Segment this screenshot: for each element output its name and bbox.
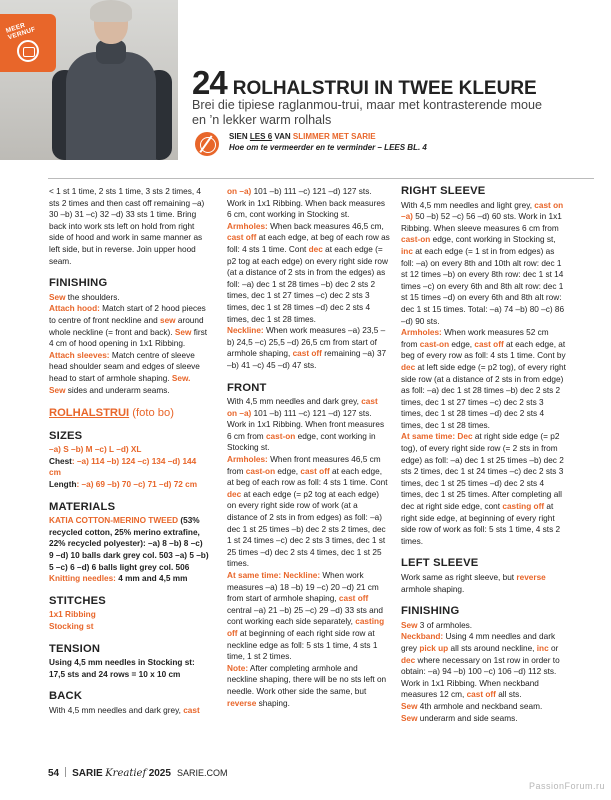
finishing-step-2 (49, 303, 209, 349)
txt: armhole shaping. (401, 584, 465, 594)
page-footer (48, 767, 588, 781)
kw: cast-on (265, 431, 296, 441)
kw: cast off (466, 690, 496, 700)
txt: After completing armhole and neckline shaping, there will be no sts left on needle. Work other side the same, but (227, 663, 387, 696)
kw: dec (227, 489, 242, 499)
lesson-series: SLIMMER MET SARIE (292, 132, 376, 141)
txt: at each edge, at beg of each row as foll: 4 sts 1 time. Cont (227, 233, 390, 254)
txt: 4th armhole and neckband seam. (417, 701, 543, 711)
finishing-2-step-4 (401, 713, 567, 725)
kw: Sew (174, 327, 192, 337)
txt: all sts. (495, 690, 522, 700)
finishing-heading-2: FINISHING (401, 605, 460, 618)
materials-needles (49, 573, 209, 585)
photo-sweater (66, 52, 156, 160)
column-2 (227, 186, 390, 709)
txt: When work measures 52 cm from (401, 328, 549, 349)
lesson-link[interactable]: LES 6 (249, 132, 273, 141)
materials-heading: MATERIALS (49, 500, 116, 513)
stitch-1: 1x1 Ribbing (49, 610, 96, 620)
txt: 101 –b) 111 –c) 121 –d) 127 sts. Work in 1x1 Ribbing. When back measures 6 cm, cont working in Stocking st. (227, 187, 386, 220)
right-sleeve-cast-on (401, 200, 567, 328)
back-text (49, 705, 209, 717)
kw: Note: (227, 663, 249, 673)
txt: Match start of 2 hood pieces to centre of front neckline and (49, 304, 206, 325)
kw: Armholes: (227, 455, 268, 465)
txt: edge, cont working in Stocking st, (430, 235, 556, 245)
txt: at right side edge (= p2 tog), of every right side row (= 2 sts in from edge) as foll: –a) dec 1 st 25 times –b) dec 2 sts 2 times, dec 1 st 24 times –c) dec 2 sts 3 times, dec 1 st 25 times –d) dec 2 sts 4 times, dec 1 st 25 times. After completing all dec at right side edge, cont (401, 432, 564, 512)
pattern-title-text: ROLHALSTRUI IN TWEE KLEURE (232, 78, 537, 99)
tension-text: Using 4,5 mm needles in Stocking st: 17,5 sts and 24 rows = 10 x 10 cm (49, 658, 195, 679)
materials-yarn (49, 515, 209, 573)
left-sleeve-heading: LEFT SLEEVE (401, 557, 479, 570)
photo-hair (90, 0, 132, 22)
kw: inc (536, 643, 549, 653)
kw: cast off (300, 466, 330, 476)
kw: Sew. (171, 373, 191, 383)
kw: At same time: Neckline: (227, 571, 321, 580)
txt: around whole neckline (= front and back). (49, 315, 204, 337)
kw: dec (401, 655, 416, 665)
lesson-mid: VAN (272, 132, 293, 141)
txt: 3 of armholes. (417, 620, 473, 630)
txt: or (548, 643, 559, 653)
right-sleeve-armholes (401, 327, 567, 431)
badge-stamp-icon (17, 40, 39, 62)
txt: 50 –b) 52 –c) 56 –d) 60 sts. Work in 1x1 Ribbing. When sleeve measures 6 cm from (401, 212, 562, 233)
pattern-number: 24 (192, 64, 227, 101)
tension-heading: TENSION (49, 642, 101, 655)
kw: cast-on (419, 339, 450, 349)
val: : –a) 69 –b) 70 –c) 71 –d) 72 cm (76, 480, 198, 490)
txt: edge, cont working in Stocking st. (227, 431, 376, 453)
kw: sew (159, 315, 176, 325)
section-subtitle: (foto bo) (129, 407, 174, 420)
badge-label: MEER VERNUF (5, 21, 37, 42)
kw: Armholes: (401, 328, 442, 338)
footer-divider (65, 767, 66, 777)
front-cast-on (227, 396, 390, 454)
yarn-name: KATIA COTTON-MERINO TWEED (49, 516, 179, 526)
txt: edge, (449, 339, 475, 349)
kw: cast on –a) (227, 397, 378, 418)
finishing-step-3 (49, 350, 209, 396)
yarn-ball-icon (195, 132, 219, 156)
txt: at each edge, at beg of each row as foll: 4 sts 1 time. Cont (227, 466, 388, 488)
kw: cast-on (401, 235, 431, 245)
txt: shaping. (256, 698, 290, 708)
back-neckline (227, 325, 390, 371)
stitches-heading: STITCHES (49, 594, 106, 607)
kw: Attach sleeves: (49, 350, 110, 360)
footer-site[interactable]: SARIE.COM (176, 768, 228, 778)
val: : –a) 114 –b) 124 –c) 134 –d) 144 cm (49, 456, 197, 478)
sizes-line: –a) S –b) M –c) L –d) XL (49, 445, 142, 455)
front-heading: FRONT (227, 381, 267, 394)
kw: Attach hood: (49, 304, 100, 314)
length-line (49, 479, 209, 491)
footer-brand: SARIE (72, 768, 103, 779)
back-armholes (227, 221, 390, 325)
kw: cast off (338, 594, 369, 604)
txt: Work same as right sleeve, but (401, 573, 517, 582)
finishing-2-step-1 (401, 620, 567, 632)
pattern-title (192, 64, 602, 102)
txt: Match centre of sleeve head shoulder seam and edges of sleeve head to start of armhole shaping. (49, 350, 200, 383)
meer-vernuf-badge (0, 14, 56, 72)
right-sleeve-heading: RIGHT SLEEVE (401, 185, 486, 197)
txt: at left side edge (= p2 tog), of every right side row (at a distance of 2 sts in from edge) as foll: –a) dec 1 st 28 times –b) dec 2 sts 2 times, dec 1 st 27 times –c) dec 2 sts 3 times, dec 1 st 28 times –d) dec 2 sts 4 times, dec 1 st 28 times. (401, 362, 566, 430)
kw: dec (308, 244, 323, 254)
section-title (49, 408, 209, 420)
back-cast-on (227, 186, 390, 221)
kw: reverse (516, 573, 546, 582)
txt: first 4 cm of hood opening in 1x1 Ribbing. (49, 327, 207, 349)
txt: at right side edge, at beginning of every right side row of work as foll: 5 sts 1 time, 4 sts 2 times. (401, 502, 561, 546)
yarn-details: (53% recycled cotton, 25% merino extrafine, 22% recycled polyester): –a) 8 –b) 8 –c) 9 –d) 10 balls dark grey col. 503 –a) 5 –b) 5 –c) 6 –d) 6 balls light grey col. 506 (49, 516, 209, 572)
txt: sides and underarm seams. (65, 385, 170, 395)
txt: When work measures –a) 23,5 –b) 24,5 –c) 25,5 –d) 26,5 cm from start of armhole shaping, (227, 326, 386, 359)
txt: at each edge, at beg of every row as foll: 4 sts 1 time. Cont by (401, 339, 566, 361)
finishing-heading: FINISHING (49, 277, 108, 290)
back-heading: BACK (49, 690, 83, 703)
kw: Sew (401, 713, 418, 723)
kw: Sew (49, 292, 66, 302)
kw: At same time: Dec (401, 432, 473, 442)
kw: cast off (474, 339, 504, 349)
footer-year: 2025 (148, 768, 171, 779)
kw: reverse (227, 698, 257, 708)
finishing-2-step-3 (401, 701, 567, 713)
hood-continued-text: < 1 st 1 time, 2 sts 1 time, 3 sts 2 times, 4 sts 2 times and then cast off remaining –a) 30 –b) 31 –c) 32 –d) 33 sts 1 time. Bring back into work sts left on hold from right side of hood and work in same manner as left side, but in reverse. Join upper hood seam. (49, 187, 205, 266)
kw: on –a) (227, 187, 252, 196)
kw: dec (401, 362, 416, 372)
kw: cast off (227, 233, 257, 243)
right-sleeve-same-time (401, 431, 567, 547)
kw: cast off (292, 349, 322, 359)
txt: With 4,5 mm needles and dark grey, (49, 705, 184, 715)
pattern-subtitle: Brei die tipiese raglanmou-trui, maar met kontrasterende moue en ’n lekker warm rolhals (192, 98, 542, 127)
txt: When front measures 46,5 cm from (227, 455, 381, 476)
front-armholes (227, 454, 390, 570)
column-1 (49, 186, 209, 717)
txt: When back measures 46,5 cm, (267, 221, 384, 231)
lesson-line-2: Hoe om te vermeerder en te verminder – LEES BL. 4 (229, 143, 427, 152)
lbl: Chest (49, 456, 72, 466)
column-3 (401, 186, 567, 724)
kw: cast-on (245, 466, 276, 476)
kw: inc (401, 246, 413, 256)
lbl: Knitting needles: (49, 574, 116, 584)
txt: at beginning of each right side row at neckline edge as foll: 5 sts 1 time, 4 sts 1 time, 1 st 2 times. (227, 628, 378, 662)
kw: Neckline: (227, 326, 264, 336)
lbl: Length (49, 480, 77, 490)
stitch-2: Stocking st (49, 622, 94, 631)
kw: casting off (227, 617, 385, 638)
kw: Neckband: (401, 632, 444, 642)
kw: Sew (401, 701, 418, 711)
page-number: 54 (48, 768, 60, 779)
txt: With 4,5 mm needles and light grey, (401, 200, 535, 210)
txt: central –a) 21 –b) 25 –c) 29 –d) 33 sts and cont working each side separately, (227, 605, 383, 627)
kw: cast (183, 705, 200, 715)
kw: Sew (49, 385, 66, 395)
txt: underarm and side seams. (417, 713, 518, 723)
txt: where necessary on 1st row in order to obtain: –a) 94 –b) 100 –c) 106 –d) 112 sts. Work in 1x1 Ribbing. When neckband measures 12 cm, (401, 655, 560, 700)
front-neckline (227, 570, 390, 663)
txt: the shoulders. (65, 292, 120, 302)
footer-brand-script: Kreatief (105, 768, 147, 779)
txt: 101 –b) 111 –c) 121 –d) 127 sts. Work in 1x1 Ribbing. When front measures 6 cm from (227, 408, 385, 441)
chest-line (49, 456, 209, 479)
finishing-step-1 (49, 292, 209, 304)
watermark: PassionForum.ru (528, 781, 605, 791)
header-divider (48, 178, 594, 179)
kw: pick up (419, 643, 449, 653)
txt: edge, (275, 466, 301, 476)
finishing-2-neckband (401, 631, 567, 701)
txt: at each edge (= p2 tog at each edge) on every right side row (at a distance of 2 sts in from the edges) as foll: –a) dec 1 st 28 times –b) dec 2 sts 2 times, dec 1 st 27 times –c) dec 2 sts 3 times, dec 1 st 28 times –d) dec 2 sts 4 times, dec 1 st 28 times. (227, 244, 388, 324)
lesson-reference (195, 131, 575, 157)
section-title-text: ROLHALSTRUI (49, 407, 130, 420)
kw: Armholes: (227, 221, 268, 231)
kw: Sew (401, 620, 418, 630)
txt: remaining –a) 37 –b) 41 –c) 45 –d) 47 sts. (227, 349, 387, 370)
txt: at each edge (= p2 tog at each edge) on every right side row of work (at a distance of 2 sts in from edges) as foll: –a) dec 1 st 25 times –b) dec 2 sts 2 times, dec 1 st 24 times –c) dec 2 sts 3 times, dec 1 st 25 times –d) dec 2 sts 4 times, dec 1 st 25 times. (227, 489, 386, 569)
txt: at each edge (= 1 st in from edges) as foll: –a) on every 8th and 10th alt row: dec 1 st 12 times –b) on every 8th row: dec 1 st 14 times –c) on every 6th and 8th alt row: dec 1 st 15 times –d) on every 6th and 8th alt row: dec 1 st 15 times. Total: –a) 74 –b) 80 –c) 86 –d) 90 sts. (401, 246, 565, 326)
txt: all sts around neckline, (448, 643, 537, 653)
txt: With 4,5 mm needles and dark grey, (227, 397, 362, 407)
val: 4 mm and 4,5 mm (115, 574, 188, 584)
txt: Using 4 mm needles and dark grey (401, 632, 556, 653)
left-sleeve-text (401, 572, 567, 595)
txt: When work measures –a) 18 –b) 19 –c) 20 –d) 21 cm from start of armhole shaping, (227, 571, 379, 604)
lesson-line-1 (229, 132, 376, 141)
kw: cast on –a) (401, 200, 564, 222)
kw: casting off (502, 502, 545, 512)
lesson-prefix: SIEN (229, 132, 250, 141)
front-note (227, 663, 390, 709)
sizes-heading: SIZES (49, 429, 83, 442)
